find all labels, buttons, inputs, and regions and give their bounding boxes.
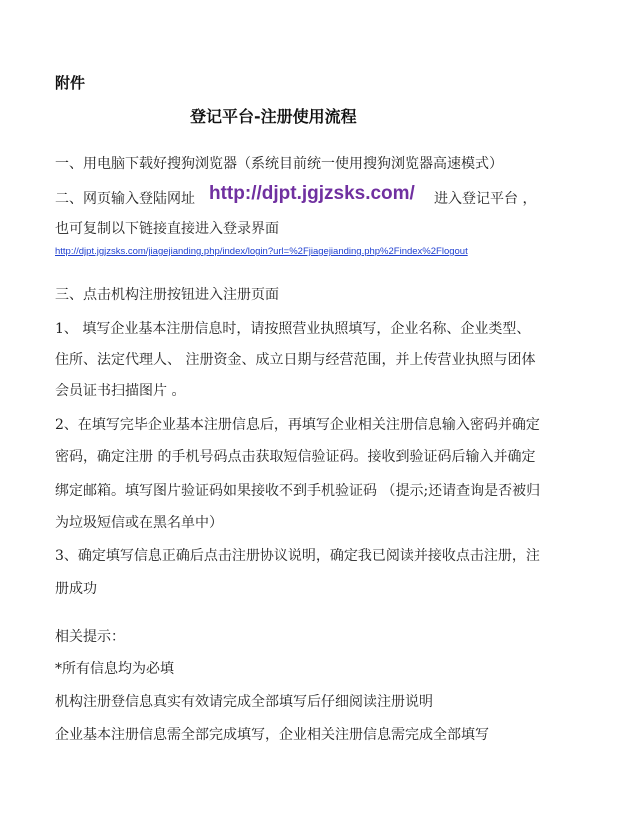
tip-item: 企业基本注册信息需全部完成填写，企业相关注册信息需完成全部填写: [55, 727, 489, 743]
paragraph-1-line: 住所、法定代理人、 注册资金、成立日期与经营范围，并上传营业执照与团体: [55, 352, 536, 368]
paragraph-3-line: 3、确定填写信息正确后点击注册协议说明，确定我已阅读并接收点击注册，注: [55, 548, 540, 564]
tips-heading: 相关提示：: [55, 629, 125, 645]
step-2-suffix: 进入登记平台 ，: [434, 191, 537, 207]
step-2-prefix: 二、网页输入登陆网址: [55, 191, 195, 207]
login-page-link[interactable]: http://djpt.jgjzsks.com/jiagejianding.php/index/login?url=%2Fjiagejianding.php%2Findex%2Flogout: [55, 246, 468, 257]
paragraph-3-line: 册成功: [55, 581, 97, 597]
attachment-label: 附件: [55, 74, 86, 92]
step-3-text: 三、点击机构注册按钮进入注册页面: [55, 287, 279, 303]
paragraph-1-line: 会员证书扫描图片 。: [55, 383, 186, 399]
step-2-line2: 也可复制以下链接直接进入登录界面: [55, 221, 279, 237]
tip-item: 机构注册登信息真实有效请完成全部填写后仔细阅读注册说明: [55, 694, 433, 710]
paragraph-2-line: 绑定邮箱。填写图片验证码如果接收不到手机验证码 （提示;还请查询是否被归: [55, 483, 541, 499]
paragraph-2-line: 2、在填写完毕企业基本注册信息后，再填写企业相关注册信息输入密码并确定: [55, 417, 540, 433]
paragraph-2-line: 密码，确定注册 的手机号码点击获取短信验证码。接收到验证码后输入并确定: [55, 449, 536, 465]
paragraph-1-line: 1、 填写企业基本注册信息时，请按照营业执照填写，企业名称、企业类型、: [55, 321, 531, 337]
paragraph-2-line: 为垃圾短信或在黑名单中）: [55, 515, 223, 531]
step-1-text: 一、用电脑下载好搜狗浏览器（系统目前统一使用搜狗浏览器高速模式）: [55, 156, 503, 172]
page-title: 登记平台-注册使用流程: [190, 107, 357, 126]
tip-item: *所有信息均为必填: [55, 661, 174, 677]
platform-url-link[interactable]: http://djpt.jgjzsks.com/: [209, 183, 415, 204]
